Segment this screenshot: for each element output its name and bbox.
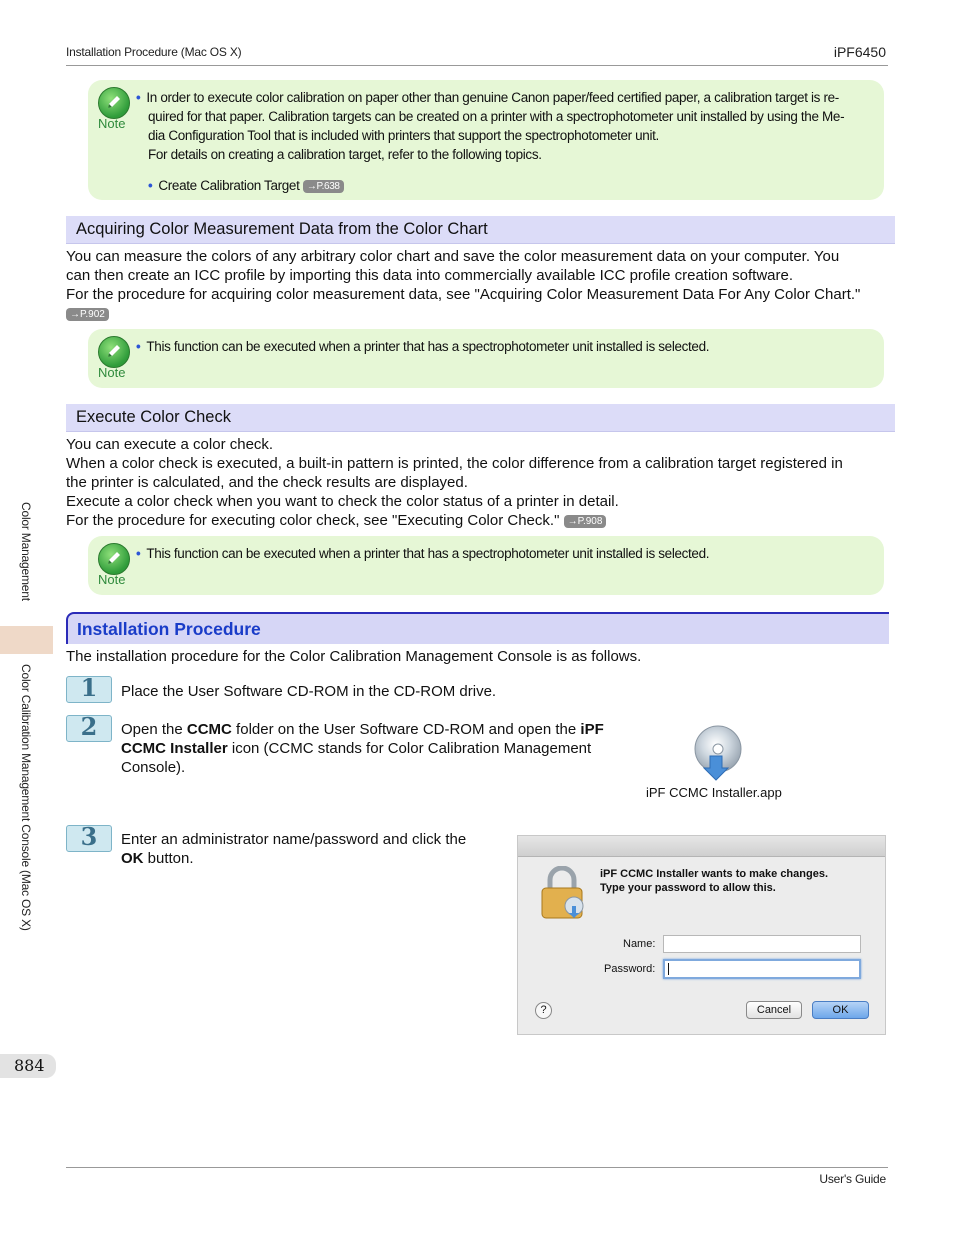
side-tab-highlight	[0, 626, 53, 654]
footer-rule	[66, 1167, 888, 1168]
page-number: 884	[14, 1056, 45, 1075]
note-box-spectrophotometer-2	[88, 536, 884, 595]
installer-icon-label: iPF CCMC Installer.app	[646, 785, 782, 800]
password-label: Password:	[604, 963, 656, 975]
bullet-icon: •	[136, 339, 141, 354]
page-ref-902[interactable]: →P.902	[66, 308, 109, 321]
section-heading-color-check: Execute Color Check	[66, 404, 895, 432]
section-body-acquiring: You can measure the colors of any arbitrary color chart and save the color measurement data on your computer. You can then create an ICC profile by importing this data into commercially available ICC profile creation software. For the procedure for acquiring color measurement data, see "Acquiring Color Measurement Data For Any Color Chart." →P.902	[66, 248, 861, 320]
dialog-message: iPF CCMC Installer wants to make changes. Type your password to allow this.	[600, 868, 829, 894]
note-box-calibration-target	[88, 80, 884, 200]
note-label: Note	[98, 365, 126, 380]
dialog-titlebar[interactable]	[518, 836, 885, 857]
note-text: • This function can be executed when a printer that has a spectrophotometer unit installed is selected.	[136, 546, 710, 561]
help-button[interactable]: ?	[535, 1002, 552, 1019]
side-tab-ccmc-mac[interactable]: Color Calibration Management Console (Mac OS X)	[19, 664, 33, 931]
name-label: Name:	[623, 938, 656, 950]
page-ref-638[interactable]: →P.638	[303, 180, 344, 193]
password-field[interactable]	[663, 959, 861, 979]
section-heading-acquiring: Acquiring Color Measurement Data from the Color Chart	[66, 216, 895, 244]
link-create-calibration-target[interactable]: Create Calibration Target	[158, 178, 300, 193]
note-label: Note	[98, 116, 126, 131]
side-tab-color-management[interactable]: Color Management	[19, 502, 33, 601]
step-2-text: Open the CCMC folder on the User Software CD-ROM and open the iPF CCMC Installer icon (CCMC stands for Color Calibration Management Console).	[121, 721, 604, 776]
name-field[interactable]	[663, 935, 861, 953]
installer-cd-icon[interactable]	[686, 722, 746, 782]
pencil-note-icon	[98, 336, 130, 368]
pencil-note-icon	[98, 543, 130, 575]
note-text: • This function can be executed when a printer that has a spectrophotometer unit installed is selected.	[136, 339, 710, 354]
page-number-tab	[0, 1054, 56, 1078]
procedure-intro: The installation procedure for the Color Calibration Management Console is as follows.	[66, 648, 642, 665]
page-ref-908[interactable]: →P.908	[564, 515, 607, 528]
running-header-model: iPF6450	[833, 44, 886, 60]
note-label: Note	[98, 572, 126, 587]
note-text: • In order to execute color calibration on paper other than genuine Canon paper/feed certified paper, a calibration target is re- quired for that paper. Calibration targets can be created on a printer with a spectrophotometer unit installed by using the Me- dia Configuration Tool that is included with printers that support the spectrophotometer unit. For details on creating a calibration target, refer to the following topics. • Create Calibration Target →P.638	[136, 90, 845, 193]
running-header-section: Installation Procedure (Mac OS X)	[66, 45, 242, 59]
ok-button[interactable]: OK	[812, 1001, 869, 1019]
note-box-spectrophotometer	[88, 329, 884, 388]
footer-guide: User's Guide	[819, 1172, 886, 1186]
step-number-2: 2	[66, 715, 112, 742]
cancel-button[interactable]: Cancel	[746, 1001, 802, 1019]
step-3-text: Enter an administrator name/password and click the OK button.	[121, 831, 467, 867]
lock-icon	[538, 866, 588, 922]
pencil-note-icon	[98, 87, 130, 119]
text-cursor	[668, 963, 669, 975]
bullet-icon: •	[136, 90, 141, 105]
section-body-color-check: You can execute a color check. When a color check is executed, a built-in pattern is printed, the color difference from a calibration target registered in the printer is calculated, and the check results are displayed. Execute a color check when you want to check the color status of a printer in detail. For the procedure for executing color check, see "Executing Color Check." →P.908	[66, 436, 843, 529]
header-rule	[66, 65, 888, 66]
bullet-icon: •	[136, 546, 141, 561]
bullet-icon: •	[148, 178, 153, 193]
procedure-heading: Installation Procedure	[66, 612, 889, 644]
step-number-3: 3	[66, 825, 112, 852]
auth-dialog	[517, 835, 886, 1035]
step-1-text: Place the User Software CD-ROM in the CD-ROM drive.	[121, 683, 497, 700]
step-number-1: 1	[66, 676, 112, 703]
